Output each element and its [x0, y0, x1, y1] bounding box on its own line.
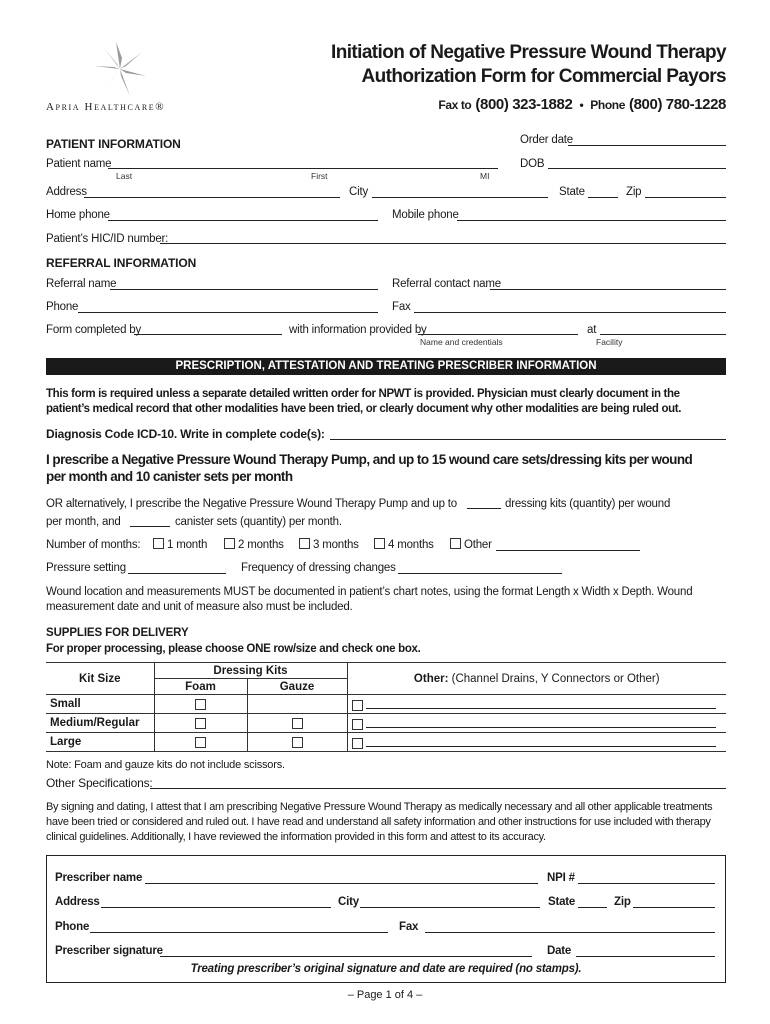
other-specs-label: Other Specifications: [46, 776, 153, 790]
form-title-line1: Initiation of Negative Pressure Wound Therapy [331, 42, 726, 63]
medium-gauze-checkbox[interactable] [292, 718, 303, 729]
month-other-label: Other [464, 539, 492, 551]
gauze-cell [247, 733, 347, 752]
contact-line [438, 96, 726, 114]
month-4-checkbox[interactable] [374, 538, 385, 549]
months-label: Number of months: [46, 539, 141, 551]
row-label-large: Large [46, 733, 154, 752]
wound-note-line1: Wound location and measurements MUST be documented in patient’s chart notes, using the format Length x Width x Depth. Wound [46, 586, 693, 598]
supplies-table [46, 662, 726, 752]
page-number: – Page 1 of 4 – [347, 989, 423, 1001]
prescription-section-bar: PRESCRIPTION, ATTESTATION AND TREATING PRESCRIBER INFORMATION [46, 358, 726, 375]
bullet: • [579, 98, 584, 112]
month-3-checkbox[interactable] [299, 538, 310, 549]
month-3-label: 3 months [313, 539, 359, 551]
alternative-line2b: canister sets (quantity) per month. [175, 516, 342, 528]
large-other-field[interactable] [366, 735, 716, 747]
large-other-checkbox[interactable] [352, 738, 363, 749]
company-name: Apria Healthcare® [46, 101, 166, 113]
month-2-checkbox[interactable] [224, 538, 235, 549]
prescriber-phone-field[interactable] [90, 932, 388, 933]
pressure-setting-label: Pressure setting [46, 562, 126, 574]
prescriber-name-label: Prescriber name [55, 872, 143, 884]
other-header-note: (Channel Drains, Y Connectors or Other) [451, 672, 660, 685]
city-label: City [349, 186, 369, 198]
alternative-line1b: dressing kits (quantity) per wound [505, 498, 671, 510]
fax-label: Fax to [438, 98, 472, 112]
other-cell [347, 733, 726, 752]
other-header-bold: Other: [413, 672, 449, 685]
address-label: Address [46, 186, 87, 198]
small-foam-checkbox[interactable] [195, 699, 206, 710]
referral-info-heading: REFERRAL INFORMATION [46, 256, 197, 270]
city-field[interactable] [372, 197, 548, 198]
large-gauze-checkbox[interactable] [292, 737, 303, 748]
order-date-label: Order date [520, 134, 573, 146]
facility-field[interactable] [600, 334, 726, 335]
state-field[interactable] [588, 197, 618, 198]
form-completed-label: Form completed by [46, 324, 142, 336]
last-sublabel: Last [116, 171, 133, 181]
diagnosis-field[interactable] [330, 439, 726, 440]
alternative-line1a: OR alternatively, I prescribe the Negative Pressure Wound Therapy Pump and up to [46, 498, 457, 510]
prescriber-name-field[interactable] [145, 883, 538, 884]
attest-line3: clinical guidelines. Additionally, I have reviewed the information provided in this form and attest to its accuracy. [46, 831, 546, 843]
name-credentials-sublabel: Name and credentials [420, 337, 503, 347]
month-4-label: 4 months [388, 539, 434, 551]
facility-sublabel: Facility [596, 337, 623, 347]
table-row [46, 714, 726, 733]
dressing-kits-qty-field[interactable] [467, 508, 501, 509]
medium-foam-checkbox[interactable] [195, 718, 206, 729]
month-1-checkbox[interactable] [153, 538, 164, 549]
prescriber-zip-label: Zip [614, 896, 631, 908]
mobile-phone-field[interactable] [457, 220, 726, 221]
row-label-small: Small [46, 695, 154, 714]
referral-name-field[interactable] [110, 289, 378, 290]
hic-field[interactable] [160, 243, 726, 244]
kit-size-header: Kit Size [46, 663, 154, 695]
home-phone-label: Home phone [46, 209, 110, 221]
prescriber-address-field[interactable] [101, 907, 331, 908]
supplies-heading: SUPPLIES FOR DELIVERY [46, 627, 189, 639]
referral-name-label: Referral name [46, 278, 117, 290]
zip-field[interactable] [645, 197, 726, 198]
prescribe-statement-line2: per month and 10 canister sets per month [46, 469, 293, 484]
referral-fax-label: Fax [392, 301, 411, 313]
at-label: at [587, 324, 597, 336]
prescriber-state-label: State [548, 896, 576, 908]
referral-phone-field[interactable] [78, 312, 378, 313]
referral-fax-field[interactable] [414, 312, 726, 313]
foam-cell [154, 714, 247, 733]
prescriber-date-label: Date [547, 945, 572, 957]
month-other-field[interactable] [496, 550, 640, 551]
patient-name-field[interactable] [108, 168, 498, 169]
table-row [46, 695, 726, 714]
scissors-note: Note: Foam and gauze kits do not include scissors. [46, 759, 285, 771]
foam-header: Foam [154, 679, 247, 695]
patient-name-label: Patient name [46, 158, 112, 170]
table-row [46, 733, 726, 752]
form-required-line2: patient’s medical record that other modalities have been tried, or clearly document why other modalities are being ruled out. [46, 403, 682, 415]
mi-sublabel: MI [480, 171, 490, 181]
attest-line1: By signing and dating, I attest that I am prescribing Negative Pressure Wound Therapy as medically necessary and all other applicable treatments [46, 801, 713, 813]
dressing-kits-header: Dressing Kits [154, 663, 347, 679]
foam-cell [154, 695, 247, 714]
dob-label: DOB [520, 158, 545, 170]
other-specs-field[interactable] [150, 788, 726, 789]
zip-label: Zip [626, 186, 642, 198]
referral-contact-field[interactable] [490, 289, 726, 290]
frequency-label: Frequency of dressing changes [241, 562, 396, 574]
first-sublabel: First [311, 171, 328, 181]
original-signature-note: Treating prescriber’s original signature and date are required (no stamps). [190, 963, 582, 975]
mobile-phone-label: Mobile phone [392, 209, 459, 221]
form-required-line1: This form is required unless a separate detailed written order for NPWT is provided. Physician must clearly document in the [46, 388, 680, 400]
patient-info-heading: PATIENT INFORMATION [46, 137, 181, 151]
npi-field[interactable] [578, 883, 715, 884]
other-cell [347, 714, 726, 733]
medium-other-checkbox[interactable] [352, 719, 363, 730]
prescriber-fax-label: Fax [399, 921, 419, 933]
order-date-field[interactable] [568, 145, 726, 146]
gauze-header: Gauze [247, 679, 347, 695]
referral-contact-label: Referral contact name [392, 278, 501, 290]
other-header [347, 663, 726, 695]
hic-label: Patient’s HIC/ID number: [46, 233, 169, 245]
referral-phone-label: Phone [46, 301, 79, 313]
small-other-field[interactable] [366, 697, 716, 709]
medium-other-field[interactable] [366, 716, 716, 728]
fax-number: (800) 323-1882 [475, 96, 573, 113]
canister-sets-qty-field[interactable] [130, 526, 170, 527]
form-completed-field[interactable] [134, 334, 282, 335]
phone-number: (800) 780-1228 [629, 96, 726, 113]
large-foam-checkbox[interactable] [195, 737, 206, 748]
month-other-checkbox[interactable] [450, 538, 461, 549]
row-label-medium: Medium/Regular [46, 714, 154, 733]
npi-label: NPI # [547, 872, 575, 884]
foam-cell [154, 733, 247, 752]
diagnosis-label: Diagnosis Code ICD-10. Write in complete code(s): [46, 427, 325, 441]
attest-line2: have been tried or considered and ruled out. I have read and understand all safety information and other instructions for use included with therapy [46, 816, 711, 828]
apria-star-logo-icon [92, 40, 148, 98]
provided-by-field[interactable] [418, 334, 578, 335]
prescriber-zip-field[interactable] [633, 907, 715, 908]
provided-by-label: with information provided by [289, 324, 427, 336]
other-cell [347, 695, 726, 714]
form-title-line2: Authorization Form for Commercial Payors [361, 66, 726, 87]
month-1-label: 1 month [167, 539, 208, 551]
prescriber-fax-field[interactable] [425, 932, 715, 933]
prescriber-date-field[interactable] [576, 956, 715, 957]
prescriber-signature-label: Prescriber signature [55, 945, 163, 957]
month-2-label: 2 months [238, 539, 284, 551]
prescriber-city-field[interactable] [360, 907, 540, 908]
gauze-cell [247, 714, 347, 733]
frequency-field[interactable] [398, 573, 562, 574]
dob-field[interactable] [548, 168, 726, 169]
prescriber-phone-label: Phone [55, 921, 90, 933]
phone-label: Phone [590, 98, 625, 112]
state-label: State [559, 186, 585, 198]
prescriber-state-field[interactable] [578, 907, 607, 908]
alternative-line2a: per month, and [46, 516, 121, 528]
prescriber-signature-field[interactable] [160, 956, 532, 957]
small-other-checkbox[interactable] [352, 700, 363, 711]
prescribe-statement-line1: I prescribe a Negative Pressure Wound Therapy Pump, and up to 15 wound care sets/dressing kits per wound [46, 452, 693, 467]
gauze-cell-empty [247, 695, 347, 714]
prescriber-city-label: City [338, 896, 359, 908]
wound-note-line2: measurement date and unit of measure also must be included. [46, 601, 353, 613]
pressure-setting-field[interactable] [128, 573, 226, 574]
prescriber-address-label: Address [55, 896, 100, 908]
home-phone-field[interactable] [108, 220, 378, 221]
address-field[interactable] [84, 197, 340, 198]
supplies-instruction: For proper processing, please choose ONE row/size and check one box. [46, 643, 421, 655]
